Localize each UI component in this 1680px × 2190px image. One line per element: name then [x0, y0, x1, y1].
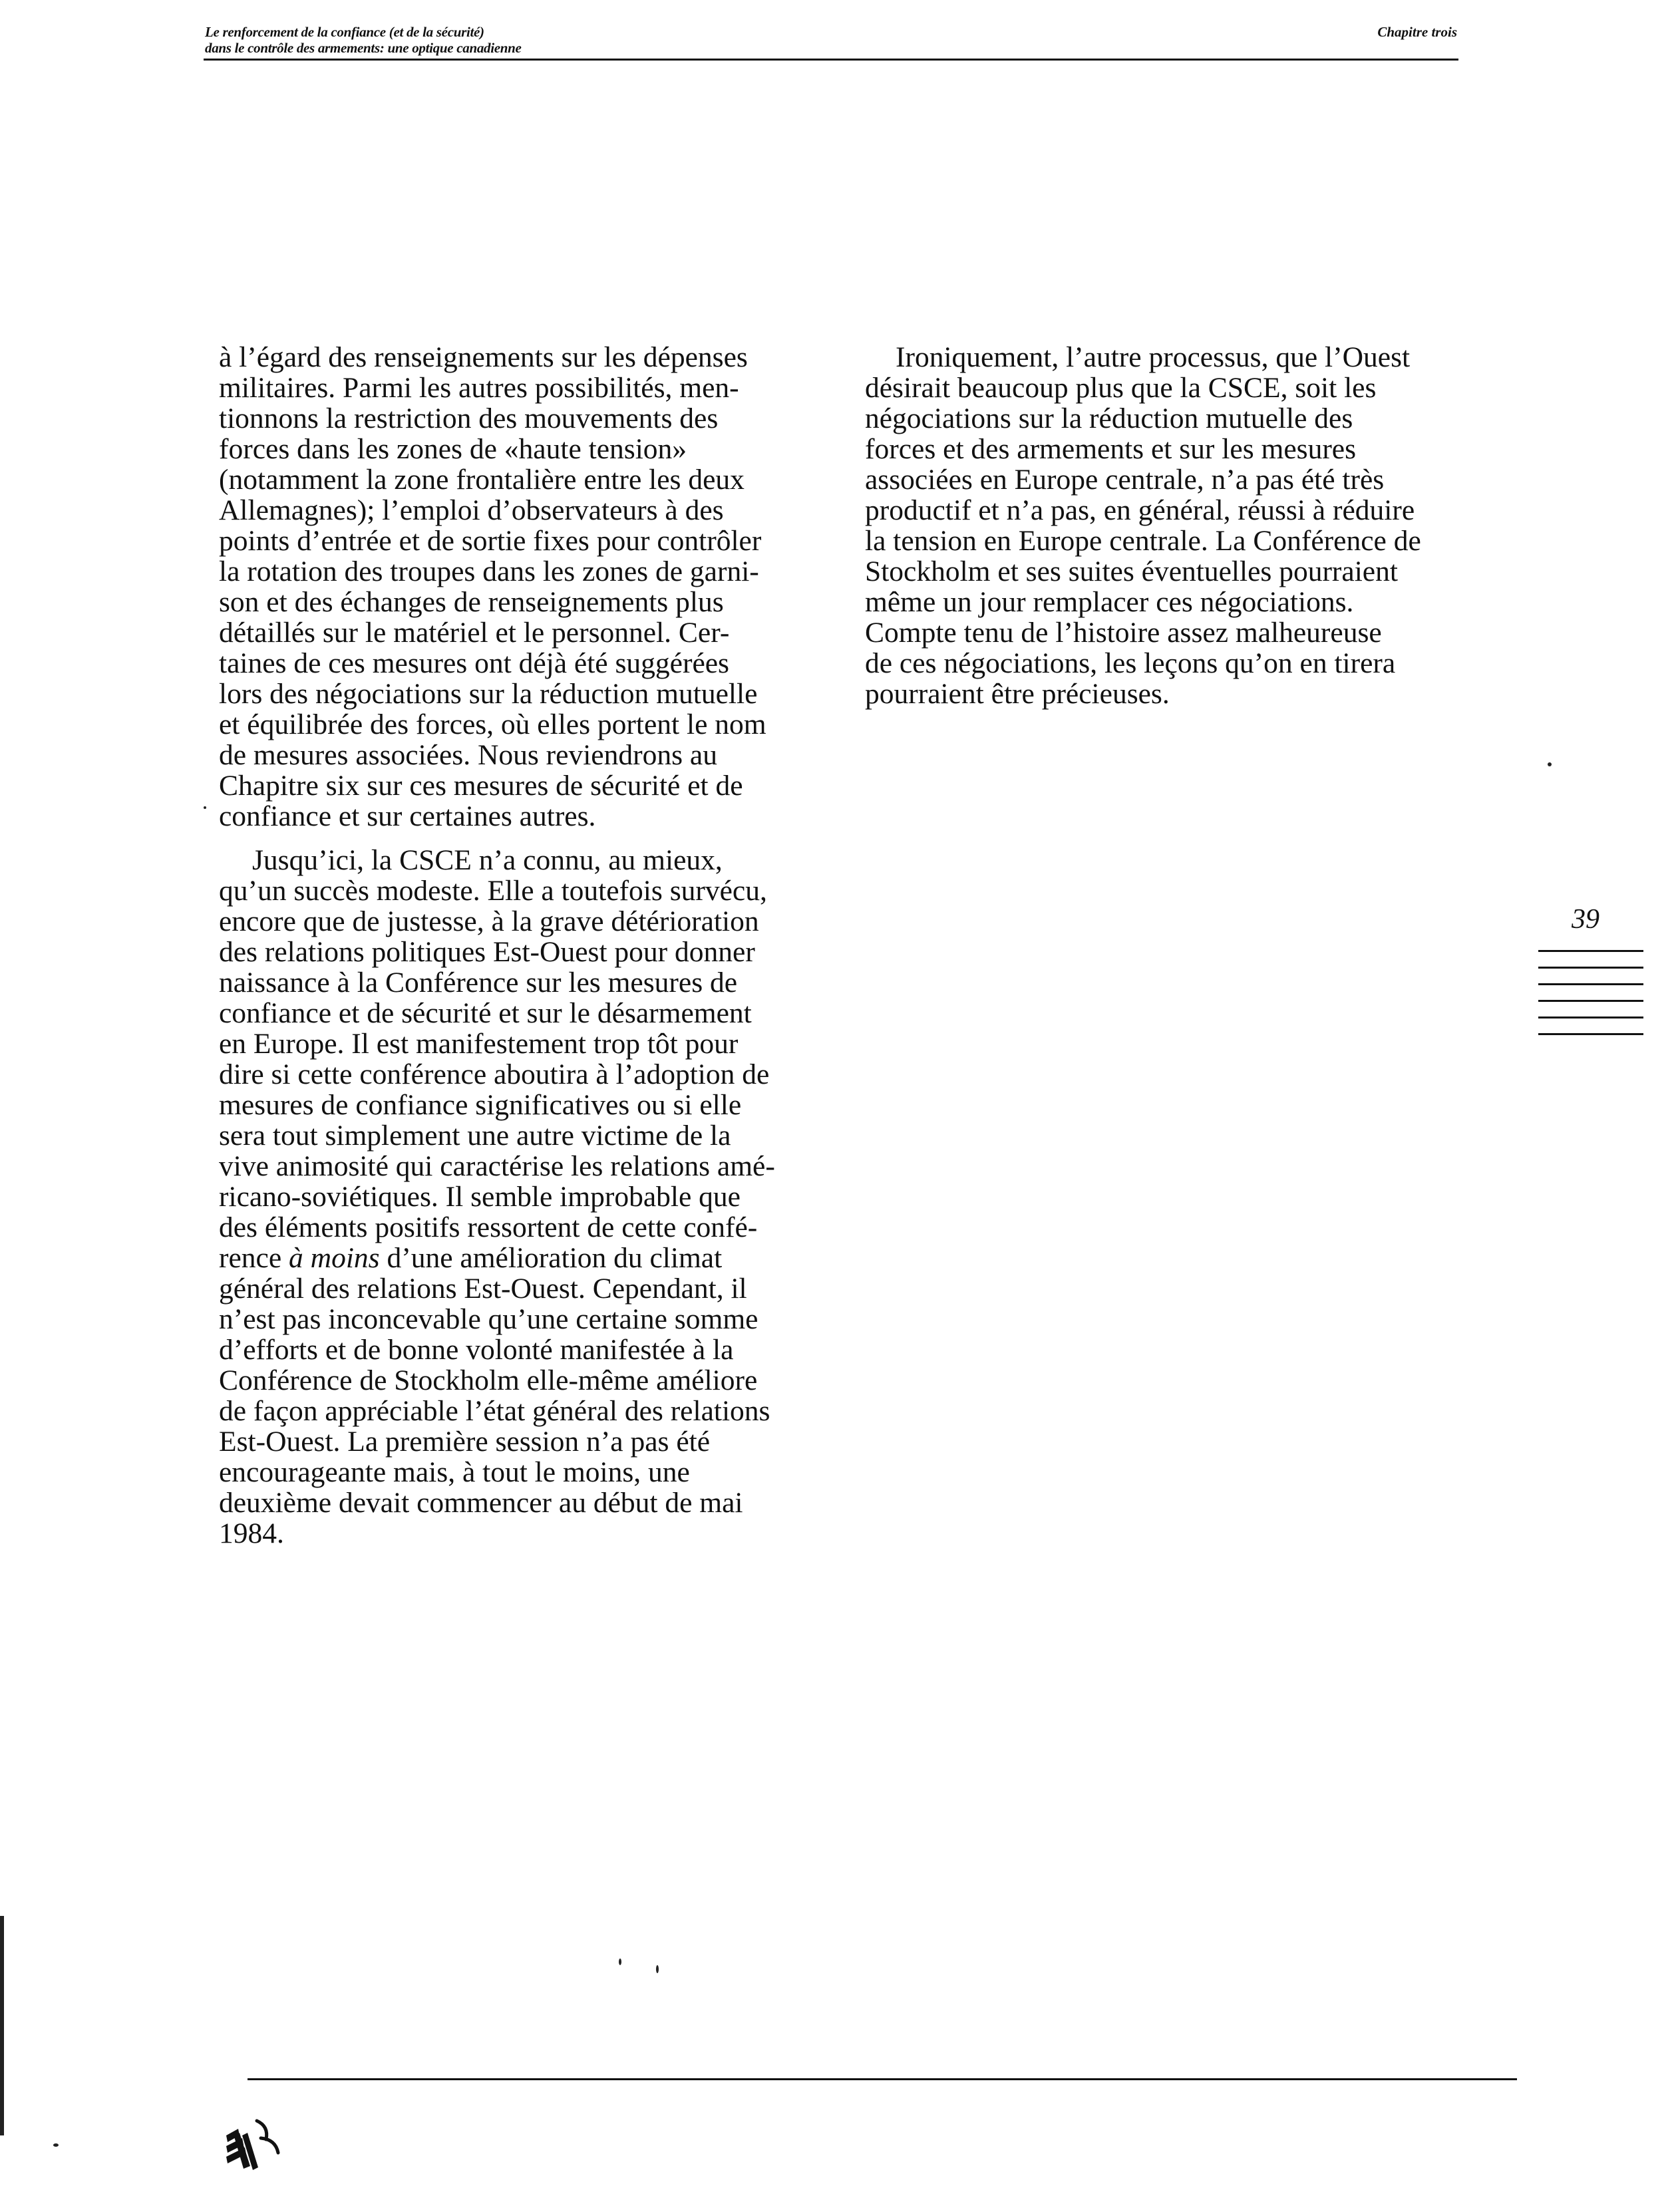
text-line: la tension en Europe centrale. La Conférence de	[865, 525, 1421, 557]
text-line: encourageante mais, à tout le moins, une	[219, 1456, 690, 1488]
text-line: des relations politiques Est-Ouest pour donner	[219, 936, 755, 968]
text-line: forces dans les zones de «haute tension»	[219, 433, 687, 465]
text-line: de mesures associées. Nous reviendrons au	[219, 739, 717, 771]
right-column	[865, 342, 1504, 722]
scan-speck	[656, 1965, 659, 1973]
tab-rule	[1538, 1000, 1643, 1002]
text-line: qu’un succès modeste. Elle a toutefois survécu,	[219, 875, 767, 907]
publisher-logo-graphic	[220, 2113, 286, 2179]
tab-rule	[1538, 967, 1643, 969]
scan-speck	[53, 2143, 59, 2147]
text-line: vive animosité qui caractérise les relations amé-	[219, 1150, 775, 1182]
text-line: de ces négociations, les leçons qu’on en tirera	[865, 647, 1396, 679]
text-line: militaires. Parmi les autres possibilités, men-	[219, 372, 739, 404]
footer-rule	[248, 2078, 1517, 2080]
left-column	[219, 342, 844, 1562]
text-line: confiance et sur certaines autres.	[219, 800, 596, 832]
text-line: Chapitre six sur ces mesures de sécurité et de	[219, 770, 743, 802]
text-line: Jusqu’ici, la CSCE n’a connu, au mieux,	[252, 844, 723, 876]
text-line: sera tout simplement une autre victime de la	[219, 1120, 731, 1152]
text-line: naissance à la Conférence sur les mesures de	[219, 967, 738, 999]
text-line: (notamment la zone frontalière entre les deux	[219, 464, 745, 496]
text-line: 1984.	[219, 1517, 284, 1549]
text-line: négociations sur la réduction mutuelle des	[865, 402, 1353, 434]
text-line: à l’égard des renseignements sur les dépenses	[219, 341, 748, 373]
text-line: en Europe. Il est manifestement trop tôt pour	[219, 1028, 739, 1060]
running-title-line-2: dans le contrôle des armements: une optique canadienne	[205, 40, 522, 56]
page-number: 39	[1572, 904, 1599, 935]
text-line: désirait beaucoup plus que la CSCE, soit les	[865, 372, 1377, 404]
text-line: lors des négociations sur la réduction mutuelle	[219, 678, 758, 710]
running-title	[205, 24, 522, 56]
text-line: Compte tenu de l’histoire assez malheureuse	[865, 617, 1382, 649]
scan-edge-mark	[0, 1916, 4, 2135]
text-line: Stockholm et ses suites éventuelles pourraient	[865, 555, 1398, 587]
text-line: forces et des armements et sur les mesures	[865, 433, 1357, 465]
text-line: deuxième devait commencer au début de mai	[219, 1487, 743, 1519]
tab-rule	[1538, 983, 1643, 985]
text-line: la rotation des troupes dans les zones de garni-	[219, 555, 759, 587]
text-line: détaillés sur le matériel et le personnel. Cer-	[219, 617, 730, 649]
text-line: points d’entrée et de sortie fixes pour contrôler	[219, 525, 762, 557]
text-fragment: d’une amélioration du climat	[379, 1242, 723, 1274]
text-line: des éléments positifs ressortent de cette confé-	[219, 1211, 758, 1243]
scan-speck	[619, 1958, 621, 1965]
text-line: d’efforts et de bonne volonté manifestée à la	[219, 1334, 734, 1366]
text-fragment: rence	[219, 1242, 289, 1274]
tab-rule	[1538, 1033, 1643, 1035]
emphasis-text: à moins	[289, 1242, 380, 1274]
scan-speck	[204, 806, 206, 809]
text-line: et équilibrée des forces, où elles portent le nom	[219, 708, 766, 740]
left-paragraph-1	[219, 342, 844, 832]
text-line-with-emphasis	[219, 1243, 844, 1273]
margin-thumb-tab	[1538, 950, 1643, 1050]
text-line: productif et n’a pas, en général, réussi à réduire	[865, 494, 1415, 526]
tab-rule	[1538, 950, 1643, 952]
text-line: ricano-soviétiques. Il semble improbable que	[219, 1181, 741, 1213]
text-line: n’est pas inconcevable qu’une certaine somme	[219, 1303, 758, 1335]
running-header	[204, 20, 1458, 61]
right-paragraph-1	[865, 342, 1504, 709]
left-paragraph-2	[219, 845, 844, 1549]
text-line: encore que de justesse, à la grave détérioration	[219, 905, 759, 937]
text-line: Ironiquement, l’autre processus, que l’Ouest	[896, 341, 1411, 373]
text-line: mesures de confiance significatives ou si elle	[219, 1089, 742, 1121]
text-line: même un jour remplacer ces négociations.	[865, 586, 1354, 618]
tab-rule	[1538, 1017, 1643, 1018]
text-line: de façon appréciable l’état général des relations	[219, 1395, 770, 1427]
text-line: pourraient être précieuses.	[865, 678, 1170, 710]
text-line: Est-Ouest. La première session n’a pas été	[219, 1426, 711, 1458]
publisher-logo-icon	[220, 2113, 286, 2179]
text-line: dire si cette conférence aboutira à l’adoption de	[219, 1058, 770, 1090]
text-line: associées en Europe centrale, n’a pas été très	[865, 464, 1385, 496]
text-line: confiance et de sécurité et sur le désarmement	[219, 997, 752, 1029]
scan-speck	[1548, 762, 1552, 766]
text-line: taines de ces mesures ont déjà été suggérées	[219, 647, 729, 679]
running-title-line-1: Le renforcement de la confiance (et de la sécurité)	[205, 24, 484, 40]
chapter-label: Chapitre trois	[1377, 24, 1457, 40]
text-line: Allemagnes); l’emploi d’observateurs à des	[219, 494, 724, 526]
text-line: son et des échanges de renseignements plus	[219, 586, 724, 618]
text-line: Conférence de Stockholm elle-même améliore	[219, 1364, 758, 1396]
text-line: général des relations Est-Ouest. Cependant, il	[219, 1273, 747, 1305]
text-line: tionnons la restriction des mouvements des	[219, 402, 719, 434]
